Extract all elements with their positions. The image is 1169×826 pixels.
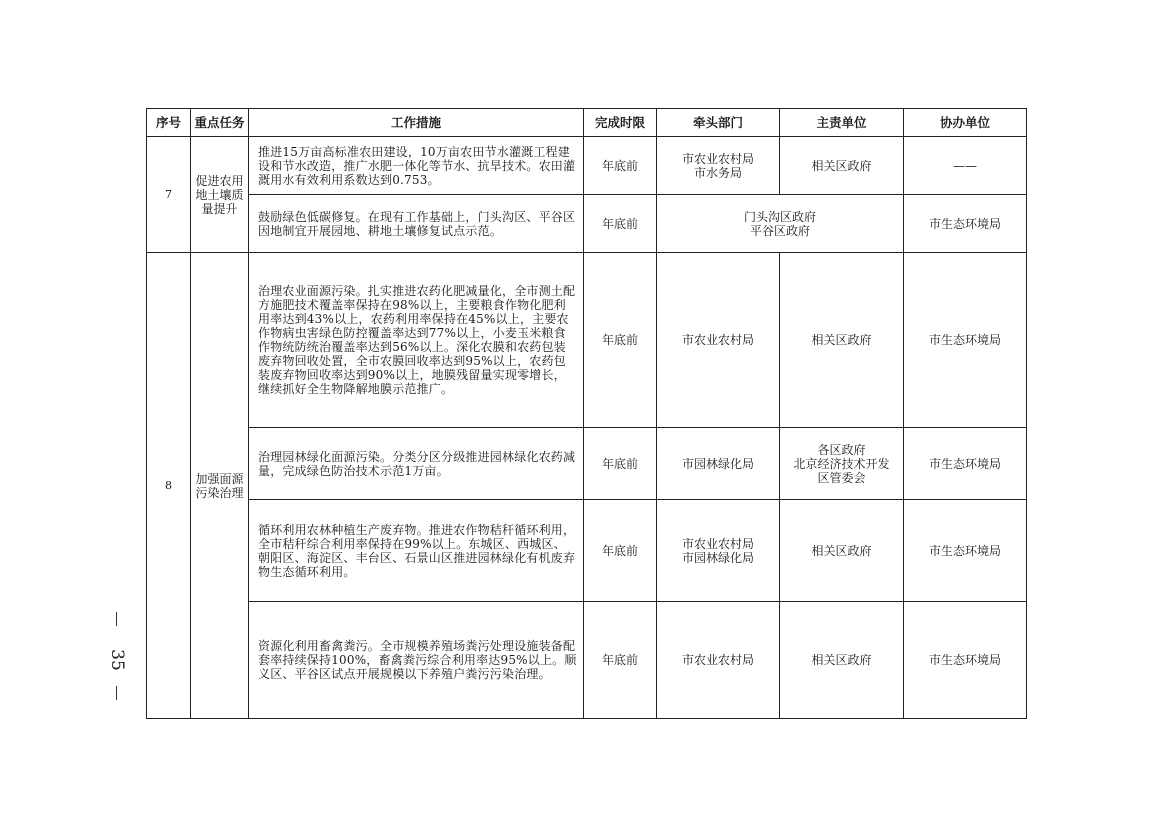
lead-cell: 市农业农村局 [657,602,780,719]
page-number-text: 35 [107,649,127,671]
lead-responsible-merged-cell: 门头沟区政府 平谷区政府 [657,195,904,253]
responsible-cell: 相关区政府 [780,137,904,195]
assist-cell: 市生态环境局 [904,602,1027,719]
deadline-cell: 年底前 [584,428,657,500]
header-task: 重点任务 [191,109,249,137]
header-responsible: 主责单位 [780,109,904,137]
table-row [147,253,1027,428]
assist-cell: 市生态环境局 [904,500,1027,602]
header-assist: 协办单位 [904,109,1027,137]
page-number-dash-bottom [116,686,117,700]
assist-cell: 市生态环境局 [904,195,1027,253]
deadline-cell: 年底前 [584,195,657,253]
lead-cell: 市农业农村局 市园林绿化局 [657,500,780,602]
responsible-cell: 相关区政府 [780,253,904,428]
task-table [146,108,1027,719]
measure-cell: 鼓励绿色低碳修复。在现有工作基础上，门头沟区、平谷区因地制宜开展园地、耕地土壤修复试点示范。 [249,195,584,253]
lead-cell: 市农业农村局 [657,253,780,428]
responsible-cell: 相关区政府 [780,602,904,719]
index-cell: 8 [147,253,191,719]
header-index: 序号 [147,109,191,137]
assist-cell: —— [904,137,1027,195]
measure-cell: 推进15万亩高标准农田建设，10万亩农田节水灌溉工程建设和节水改造，推广水肥一体化等节水、抗旱技术。农田灌溉用水有效利用系数达到0.753。 [249,137,584,195]
task-cell: 加强面源污染治理 [191,253,249,719]
lead-cell: 市园林绿化局 [657,428,780,500]
table-row [147,500,1027,602]
table-row [147,137,1027,195]
header-lead: 牵头部门 [657,109,780,137]
measure-cell: 资源化利用畜禽粪污。全市规模养殖场粪污处理设施装备配套率持续保持100%，畜禽粪污综合利用率达95%以上。顺义区、平谷区试点开展规模以下养殖户粪污污染治理。 [249,602,584,719]
responsible-cell: 各区政府 北京经济技术开发区管委会 [780,428,904,500]
measure-cell: 循环利用农林种植生产废弃物。推进农作物秸秆循环利用，全市秸秆综合利用率保持在99%以上。东城区、西城区、朝阳区、海淀区、丰台区、石景山区推进园林绿化有机废弃物生态循环利用。 [249,500,584,602]
header-measure: 工作措施 [249,109,584,137]
measure-cell: 治理园林绿化面源污染。分类分区分级推进园林绿化农药减量，完成绿色防治技术示范1万亩。 [249,428,584,500]
assist-cell: 市生态环境局 [904,253,1027,428]
responsible-cell: 相关区政府 [780,500,904,602]
lead-cell: 市农业农村局 市水务局 [657,137,780,195]
header-deadline: 完成时限 [584,109,657,137]
measure-cell: 治理农业面源污染。扎实推进农药化肥减量化，全市测土配方施肥技术覆盖率保持在98%以上，主要粮食作物化肥利用率达到43%以上，农药利用率保持在45%以上，主要农作物病虫害绿色防控覆盖率达到77%以上，小麦玉米粮食作物统防统治覆盖率达到56%以上。深化农膜和农药包装废弃物回收处置，全市农膜回收率达到95%以上，农药包装废弃物回收率达到90%以上，地膜残留量实现零增长，继续抓好全生物降解地膜示范推广。 [249,253,584,428]
page-number-dash-top [116,612,117,626]
table-row [147,428,1027,500]
deadline-cell: 年底前 [584,500,657,602]
deadline-cell: 年底前 [584,253,657,428]
deadline-cell: 年底前 [584,137,657,195]
assist-cell: 市生态环境局 [904,428,1027,500]
task-cell: 促进农用地土壤质量提升 [191,137,249,253]
table-row [147,195,1027,253]
table-row [147,602,1027,719]
header-row [147,109,1027,137]
page-number [100,600,134,720]
index-cell: 7 [147,137,191,253]
deadline-cell: 年底前 [584,602,657,719]
